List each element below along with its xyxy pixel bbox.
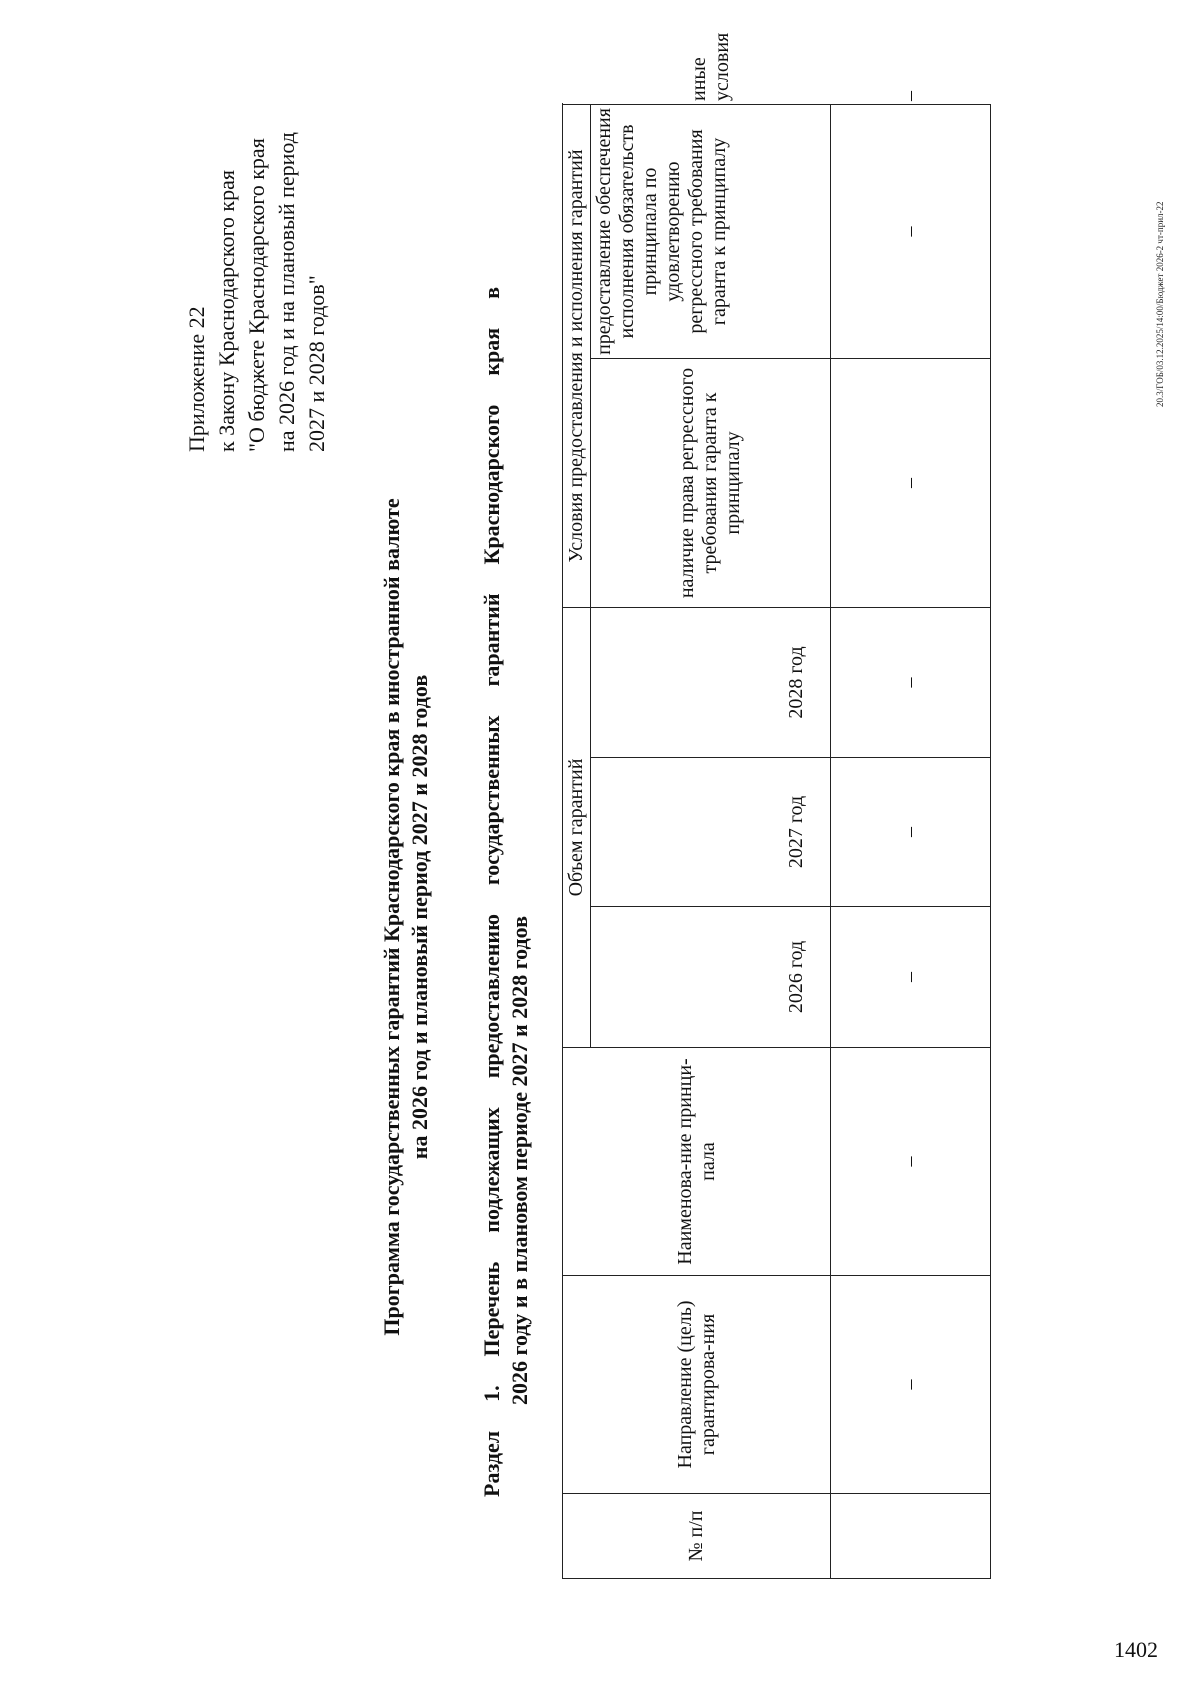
page-number: 1402 [1114,1637,1158,1662]
program-title-line: на 2026 год и плановый период 2027 и 2028 годов [407,674,432,1160]
header-cond-security: предоставление обеспечения исполнения обязательств принципала по удовлетворению регрессного требования гаранта к принципалу [591,104,831,358]
appendix-line: к Закону Краснодарского края [214,169,239,452]
header-number: № п/п [563,1494,831,1579]
header-year-2028: 2028 год [591,607,831,757]
program-title [378,337,434,1497]
table-cell: – [831,907,991,1048]
table-cell: – [831,607,991,757]
table-header-row [563,104,591,1578]
table-cell: – [831,1048,991,1276]
header-cond-regress: наличие права регрессного требования гаранта к принципалу [591,358,831,607]
appendix-line: "О бюджете Краснодарского края [244,138,269,452]
program-title-line: Программа государственных гарантий Краснодарского края в иностранной валюте [379,498,404,1336]
header-volume: Объем гарантий [563,607,591,1047]
appendix-line: на 2026 год и на плановый период [274,132,299,452]
document-code: 20.3/ГОБ/03.12.2025/14:00/Бюджет 2026-2 чт-прил-22 [1155,201,1165,407]
header-direction: Направление (цель) гарантирова-ния [563,1276,831,1494]
header-conditions: Условия предоставления и исполнения гарантий [563,104,591,607]
table-cell: – [831,758,991,907]
header-year-2026: 2026 год [591,907,831,1048]
guarantees-table [562,32,991,1579]
table-cell: – [831,104,991,358]
table-cell-empty [831,1494,991,1579]
table-subheader-row: 2026 год 2027 год 2028 год наличие права регрессного требования гаранта к принципалу предоставление обеспечения исполнения обязательств принципала по удовлетворению регрессного требования гаранта к принципалу иные условия [591,104,831,1578]
header-principal: Наименова-ние принци-пала [563,1048,831,1276]
table-cell: – [831,358,991,607]
table-row: – – – – – – – – [831,104,991,1578]
section-title-line: Раздел 1. Перечень подлежащих предоставлению государственных гарантий Краснодарского края в [479,287,504,1497]
header-year-2027: 2027 год [591,758,831,907]
table-cell: – [831,1276,991,1494]
appendix-line: Приложение 22 [184,306,209,452]
appendix-line: 2027 и 2028 годов" [304,275,329,452]
section-title [478,287,534,1497]
appendix-note [182,32,332,452]
section-title-line: 2026 году и в плановом периоде 2027 и 2028 годов [507,916,532,1405]
